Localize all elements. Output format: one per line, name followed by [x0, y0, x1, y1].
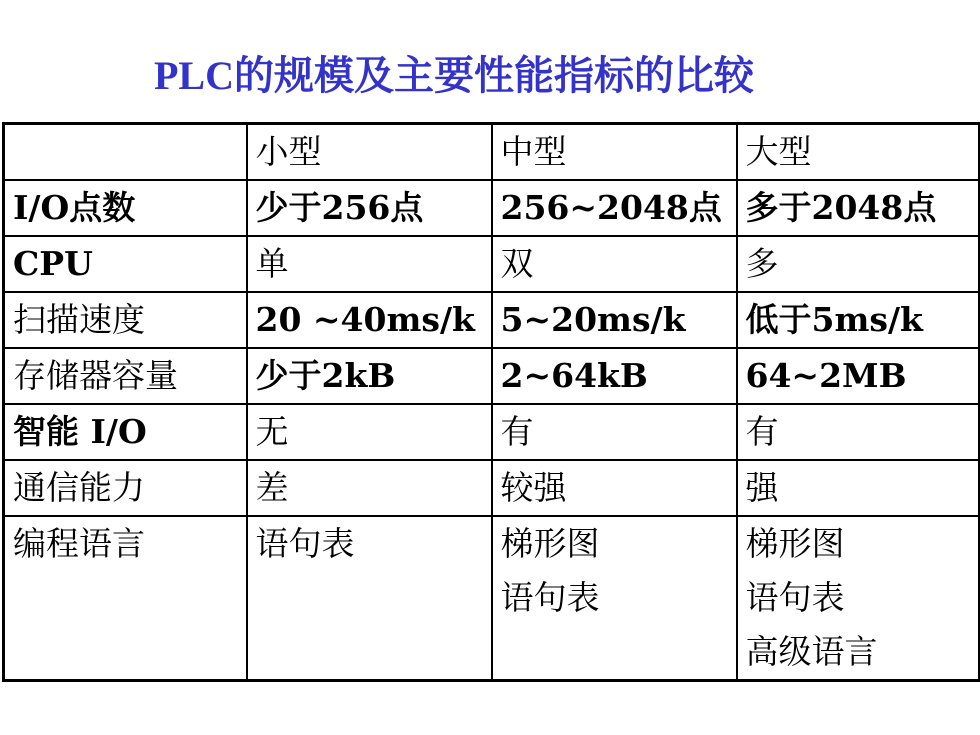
table-header-row [4, 124, 980, 181]
cell-medium: 256~2048点 [492, 180, 737, 236]
row-label: 存储器容量 [4, 348, 247, 404]
cell-medium: 较强 [492, 460, 737, 516]
table-row [4, 516, 980, 681]
cell-line: 语句表 [255, 524, 355, 563]
slide-title: PLC的规模及主要性能指标的比较 [154, 53, 754, 98]
cell-large: 64~2MB [737, 348, 980, 404]
header-cell-small: 小型 [247, 124, 492, 181]
cell-medium [492, 516, 737, 681]
cell-large: 多 [737, 236, 980, 292]
cell-small: 单 [247, 236, 492, 292]
cell-line: 高级语言 [745, 632, 878, 671]
cell-small [247, 516, 492, 681]
row-label: CPU [4, 236, 247, 292]
cell-small: 差 [247, 460, 492, 516]
row-label: I/O点数 [4, 180, 247, 236]
table-row [4, 180, 980, 236]
cell-large: 多于2048点 [737, 180, 980, 236]
plc-comparison-table [2, 122, 980, 682]
cell-medium: 双 [492, 236, 737, 292]
table-row [4, 404, 980, 460]
cell-medium: 5~20ms/k [492, 292, 737, 348]
cell-line: 梯形图 [500, 524, 600, 563]
table-row [4, 348, 980, 404]
cell-large: 低于5ms/k [737, 292, 980, 348]
cell-small: 20 ~40ms/k [247, 292, 492, 348]
cell-large: 强 [737, 460, 980, 516]
cell-small: 无 [247, 404, 492, 460]
cell-line: 梯形图 [745, 524, 845, 563]
header-cell-medium: 中型 [492, 124, 737, 181]
cell-line: 语句表 [745, 578, 845, 617]
row-label: 扫描速度 [4, 292, 247, 348]
cell-large: 有 [737, 404, 980, 460]
header-cell-large: 大型 [737, 124, 980, 181]
cell-small: 少于256点 [247, 180, 492, 236]
cell-large [737, 516, 980, 681]
cell-small: 少于2kB [247, 348, 492, 404]
cell-line: 语句表 [500, 578, 600, 617]
row-label: 智能 I/O [4, 404, 247, 460]
cell-medium: 2~64kB [492, 348, 737, 404]
row-label: 编程语言 [4, 516, 247, 681]
cell-medium: 有 [492, 404, 737, 460]
header-cell-blank [4, 124, 247, 181]
table-row [4, 292, 980, 348]
table-row [4, 460, 980, 516]
table-row [4, 236, 980, 292]
row-label: 通信能力 [4, 460, 247, 516]
